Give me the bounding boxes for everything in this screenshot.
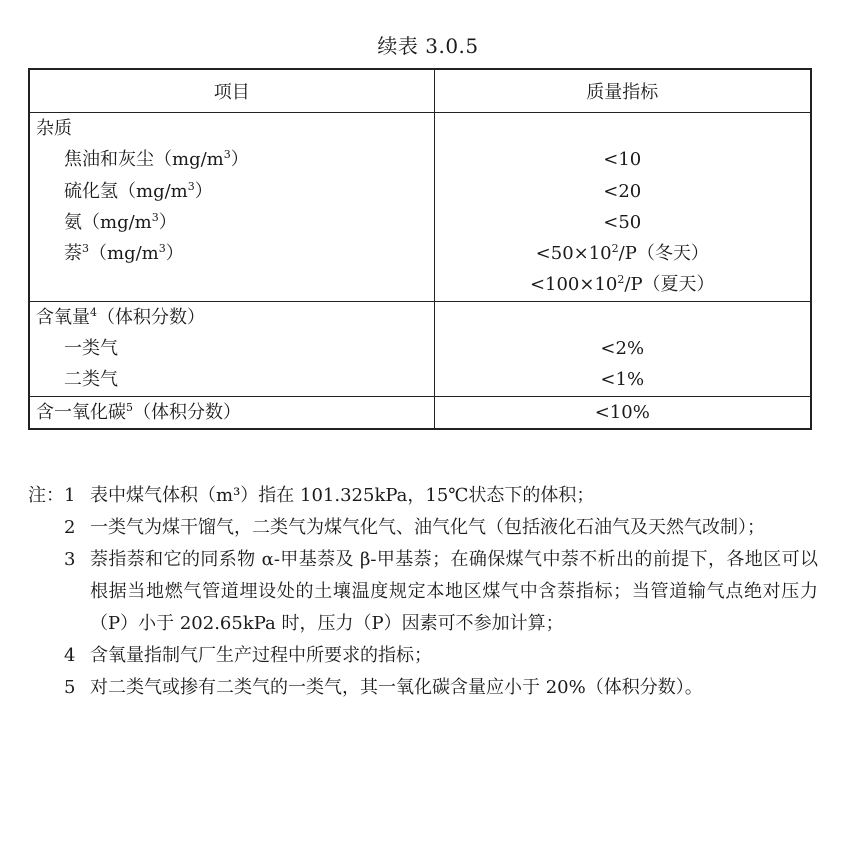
row-value-h2s: <20 [603, 180, 642, 202]
note-number: 1 [64, 485, 76, 506]
note-text: 对二类气或掺有二类气的一类气，其一氧化碳含量应小于 20%（体积分数）。 [90, 677, 703, 698]
row-label-ammonia: 氨$(mg/m^3)$ [64, 210, 177, 233]
row-label-naphthalene: 萘$^3(mg/m^3)$ [64, 242, 184, 265]
row-label-class2-gas: 二类气 [64, 369, 118, 391]
notes-section [28, 480, 818, 704]
empty-value-line [435, 302, 811, 333]
row-value-ammonia: <50 [603, 211, 642, 233]
group-title-oxygen: 含氧量$^4$（体积分数） [36, 305, 205, 328]
note-number: 2 [64, 517, 76, 538]
group-carbon-monoxide [29, 396, 811, 429]
row-value-naphthalene-summer: $<100\times 10^2/P$（夏天） [529, 273, 715, 296]
note-text: 一类气为煤干馏气，二类气为煤气化气、油气化气（包括液化石油气及天然气改制）； [90, 517, 765, 538]
header-quality-index: 质量指标 [434, 69, 811, 113]
note-item [28, 480, 818, 512]
note-item [28, 512, 818, 544]
note-item [28, 544, 818, 640]
note-number: 3 [64, 549, 76, 570]
empty-label-line [30, 269, 434, 300]
note-text: 表中煤气体积（m³）指在 101.325kPa，15℃状态下的体积； [90, 485, 595, 506]
quality-spec-table [28, 68, 812, 430]
table-caption: 续表 3.0.5 [377, 34, 479, 58]
header-item: 项目 [29, 69, 434, 113]
row-value-class2-gas: <1% [600, 369, 645, 391]
note-text: 萘指萘和它的同系物 α-甲基萘及 β-甲基萘；在确保煤气中萘不析出的前提下，各地区可以根据当地燃气管道埋设处的土壤温度规定本地区煤气中含萘指标；当管道输气点绝对压力（P）小于 202.65kPa 时，压力（P）因素可不参加计算； [90, 549, 818, 634]
note-number: 5 [64, 677, 76, 698]
note-number: 4 [64, 645, 76, 666]
note-item [28, 640, 818, 672]
row-label-h2s: 硫化氢$(mg/m^3)$ [64, 179, 213, 202]
row-value-co: <10% [594, 401, 650, 423]
row-value-tar-dust: <10 [603, 149, 642, 171]
table-header-row [29, 69, 811, 113]
group-title-co: 含一氧化碳$^5$（体积分数） [36, 400, 241, 423]
group-title-impurities: 杂质 [36, 118, 72, 139]
row-value-class1-gas: <2% [600, 338, 645, 360]
group-oxygen [29, 301, 811, 396]
row-label-tar-dust: 焦油和灰尘$(mg/m^3)$ [64, 148, 249, 171]
notes-prefix: 注： [28, 485, 64, 506]
empty-value-line [435, 113, 811, 144]
row-value-naphthalene-winter: $<50\times 10^2/P$（冬天） [535, 242, 709, 265]
group-impurities [29, 113, 811, 302]
note-item [28, 672, 818, 704]
note-text: 含氧量指制气厂生产过程中所要求的指标； [90, 645, 432, 666]
row-label-class1-gas: 一类气 [64, 338, 118, 360]
